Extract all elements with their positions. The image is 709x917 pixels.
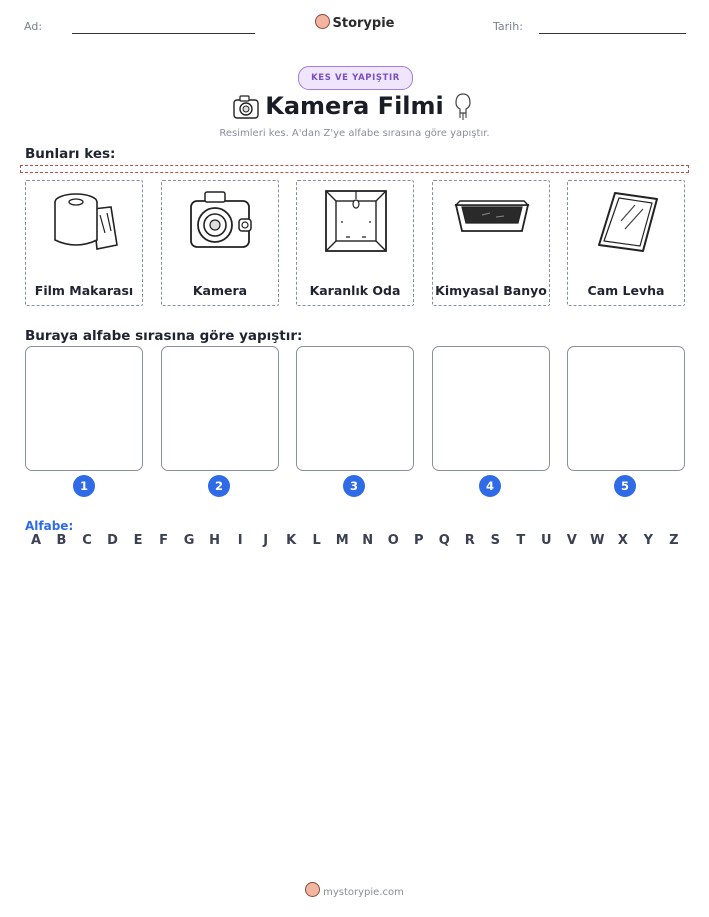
alphabet-letter: F [159, 533, 169, 548]
camera-icon [181, 187, 261, 255]
film-roll-icon [45, 187, 125, 255]
paste-slot-5[interactable] [567, 346, 685, 471]
date-line[interactable] [539, 33, 686, 34]
slot-number-1: 1 [73, 475, 95, 497]
alphabet-letter: T [516, 533, 526, 548]
alphabet-letter: M [335, 533, 349, 548]
paste-heading: Buraya alfabe sırasına göre yapıştır: [25, 328, 303, 344]
darkroom-bulb-title-icon [450, 91, 476, 121]
alphabet-letter: B [56, 533, 67, 548]
instructions: Resimleri kes. A'dan Z'ye alfabe sırasına göre yapıştır. [219, 128, 490, 139]
alphabet-label: Alfabe: [25, 519, 74, 533]
name-line[interactable] [72, 33, 255, 34]
storypie-footer-icon [305, 882, 320, 897]
alphabet-letter: C [82, 533, 92, 548]
alphabet-letter: Q [438, 533, 450, 548]
alphabet-letter: D [107, 533, 118, 548]
alphabet-letter: S [490, 533, 500, 548]
glass-plate-icon [587, 187, 667, 255]
alphabet-letter: R [464, 533, 475, 548]
alphabet-row [25, 533, 685, 548]
alphabet-letter: I [237, 533, 243, 548]
alphabet-letter: G [183, 533, 195, 548]
cut-card-chemical-bath[interactable] [432, 180, 550, 306]
alphabet-letter: A [30, 533, 42, 548]
cut-card-glass-plate[interactable] [567, 180, 685, 306]
card-label: Film Makarası [34, 283, 134, 298]
alphabet-letter: P [413, 533, 424, 548]
alphabet-letter: V [566, 533, 577, 548]
darkroom-icon [316, 187, 396, 255]
cut-card-camera[interactable] [161, 180, 279, 306]
alphabet-letter: U [541, 533, 552, 548]
paste-slot-1[interactable] [25, 346, 143, 471]
date-label: Tarih: [493, 20, 523, 33]
alphabet-letter: X [617, 533, 628, 548]
alphabet-letter: O [387, 533, 399, 548]
card-label: Kamera [192, 283, 248, 298]
paste-slot-4[interactable] [432, 346, 550, 471]
footer [0, 882, 709, 898]
cut-line [20, 165, 689, 173]
alphabet-letter: N [362, 533, 374, 548]
cut-card-film-roll[interactable] [25, 180, 143, 306]
name-label: Ad: [24, 20, 43, 33]
alphabet-letter: Y [643, 533, 654, 548]
alphabet-letter: E [133, 533, 143, 548]
card-label: Cam Levha [587, 283, 665, 298]
paste-slot-2[interactable] [161, 346, 279, 471]
page-title: Kamera Filmi [265, 92, 444, 120]
alphabet-letter: W [590, 533, 605, 548]
cut-card-darkroom[interactable] [296, 180, 414, 306]
chemical-bath-icon [452, 187, 532, 255]
slot-number-2: 2 [208, 475, 230, 497]
cut-heading: Bunları kes: [25, 146, 116, 162]
brand-logo [0, 14, 709, 31]
footer-url[interactable]: mystorypie.com [323, 887, 404, 898]
alphabet-letter: K [286, 533, 297, 548]
slot-number-5: 5 [614, 475, 636, 497]
card-label: Karanlık Oda [309, 283, 401, 298]
storypie-logo-icon [315, 14, 330, 29]
activity-badge: KES VE YAPIŞTIR [298, 66, 413, 90]
alphabet-letter: H [209, 533, 221, 548]
paste-slot-3[interactable] [296, 346, 414, 471]
alphabet-letter: J [263, 533, 269, 548]
slot-number-3: 3 [343, 475, 365, 497]
slot-number-4: 4 [479, 475, 501, 497]
alphabet-letter: L [312, 533, 321, 548]
card-label: Kimyasal Banyo [435, 283, 547, 298]
alphabet-letter: Z [669, 533, 679, 548]
brand-name: Storypie [332, 16, 395, 31]
